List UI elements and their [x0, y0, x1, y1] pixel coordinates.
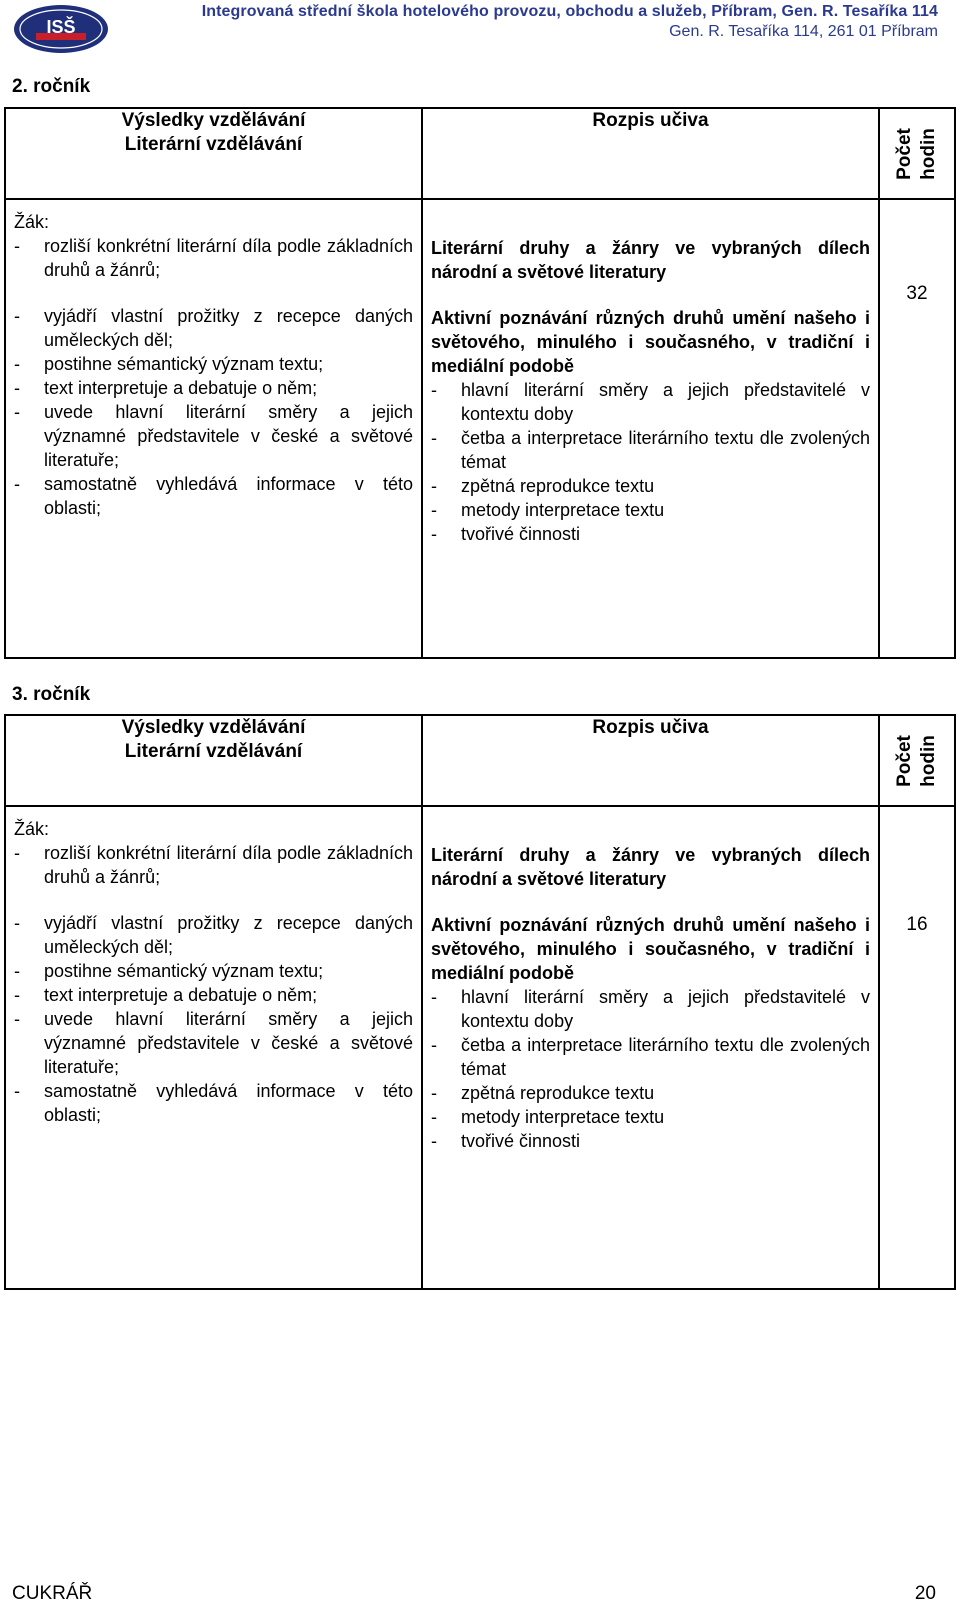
syllabus-topic: Literární druhy a žánry ve vybraných dílech národní a světové literatury	[431, 845, 870, 889]
list-item	[14, 400, 413, 472]
column-header-syllabus: Rozpis učiva	[422, 108, 879, 199]
syllabus-topic: Literární druhy a žánry ve vybraných dílech národní a světové literatury	[431, 238, 870, 282]
list-item-text: text interpretuje a debatuje o něm;	[44, 378, 318, 398]
list-item	[14, 376, 413, 400]
column-header-hours-label	[893, 735, 941, 787]
syllabus-cell	[422, 806, 879, 1289]
list-item-text: rozliší konkrétní literární díla podle základních druhů a žánrů;	[44, 236, 413, 280]
list-item	[14, 472, 413, 520]
year-heading: 3. ročník	[12, 684, 91, 705]
column-header-text: Výsledky vzdělávání	[121, 717, 306, 738]
bullet: -	[14, 402, 20, 422]
column-header-hours	[879, 108, 955, 199]
bullet: -	[14, 843, 20, 863]
list-item	[14, 959, 413, 983]
page-number: 20	[914, 1583, 936, 1604]
syllabus-topic: Aktivní poznávání různých druhů umění našeho i světového, minulého i současného, v tradiční i mediální podobě	[431, 915, 870, 983]
list-item	[431, 1105, 870, 1129]
column-header-text: Počet	[894, 127, 915, 180]
hours-cell: 32	[879, 199, 955, 658]
list-item	[431, 1081, 870, 1105]
bullet: -	[14, 1009, 20, 1029]
table-row	[5, 199, 955, 658]
list-item-text: tvořivé činnosti	[461, 1131, 581, 1151]
school-name: Integrovaná střední škola hotelového provozu, obchodu a služeb, Příbram, Gen. R. Tesaříka 114	[201, 3, 938, 20]
list-item	[14, 841, 413, 889]
bullet: -	[431, 380, 437, 400]
bullet: -	[14, 354, 20, 374]
list-item-text: samostatně vyhledává informace v této oblasti;	[44, 474, 413, 518]
list-item-text: uvede hlavní literární směry a jejich významné představitele v české a světové literatuře;	[44, 1009, 413, 1077]
list-item	[14, 983, 413, 1007]
bullet: -	[431, 1035, 437, 1055]
table-header-row	[5, 108, 955, 199]
list-item-text: rozliší konkrétní literární díla podle základních druhů a žánrů;	[44, 843, 413, 887]
bullet: -	[14, 474, 20, 494]
list-item-text: četba a interpretace literárního textu dle zvolených témat	[461, 1035, 870, 1079]
list-item-text: vyjádří vlastní prožitky z recepce daných uměleckých děl;	[44, 913, 413, 957]
bullet: -	[431, 524, 437, 544]
list-item	[431, 426, 870, 474]
column-header-hours-label	[893, 128, 941, 180]
student-label: Žák:	[14, 212, 50, 232]
list-item	[431, 1033, 870, 1081]
bullet: -	[431, 1131, 437, 1151]
bullet: -	[14, 961, 20, 981]
page-header	[0, 0, 960, 60]
column-header-text: Počet	[894, 734, 915, 787]
bullet: -	[431, 1083, 437, 1103]
list-item	[14, 352, 413, 376]
table-row	[5, 806, 955, 1289]
syllabus-cell	[422, 199, 879, 658]
curriculum-table	[4, 714, 956, 1290]
list-item	[431, 498, 870, 522]
year-heading: 2. ročník	[12, 76, 91, 97]
bullet: -	[14, 985, 20, 1005]
list-item-text: četba a interpretace literárního textu dle zvolených témat	[461, 428, 870, 472]
bullet: -	[14, 236, 20, 256]
table-header-row	[5, 715, 955, 806]
bullet: -	[431, 500, 437, 520]
list-item	[431, 474, 870, 498]
column-header-hours	[879, 715, 955, 806]
bullet: -	[14, 913, 20, 933]
list-item-text: hlavní literární směry a jejich představitelé v kontextu doby	[461, 380, 870, 424]
footer-program: CUKRÁŘ	[12, 1583, 93, 1604]
list-item	[14, 1079, 413, 1127]
list-item-text: metody interpretace textu	[461, 1107, 665, 1127]
list-item	[14, 911, 413, 959]
list-item	[431, 1129, 870, 1153]
list-item-text: tvořivé činnosti	[461, 524, 581, 544]
list-item-text: hlavní literární směry a jejich představitelé v kontextu doby	[461, 987, 870, 1031]
list-item	[14, 234, 413, 282]
list-item	[431, 378, 870, 426]
outcomes-cell	[5, 806, 422, 1289]
bullet: -	[14, 1081, 20, 1101]
list-item-text: samostatně vyhledává informace v této oblasti;	[44, 1081, 413, 1125]
bullet: -	[431, 1107, 437, 1127]
hours-cell: 16	[879, 806, 955, 1289]
list-item	[431, 522, 870, 546]
bullet: -	[431, 476, 437, 496]
list-item	[14, 304, 413, 352]
list-item-text: metody interpretace textu	[461, 500, 665, 520]
list-item-text: postihne sémantický význam textu;	[44, 961, 324, 981]
column-header-text: hodin	[918, 127, 939, 180]
school-address: Gen. R. Tesaříka 114, 261 01 Příbram	[669, 23, 938, 40]
column-header-outcomes	[5, 108, 422, 199]
column-header-text: Literární vzdělávání	[124, 741, 303, 762]
column-header-text: Literární vzdělávání	[124, 134, 303, 155]
list-item-text: zpětná reprodukce textu	[461, 1083, 655, 1103]
list-item-text: zpětná reprodukce textu	[461, 476, 655, 496]
column-header-text: hodin	[918, 734, 939, 787]
list-item-text: text interpretuje a debatuje o něm;	[44, 985, 318, 1005]
list-item-text: postihne sémantický význam textu;	[44, 354, 324, 374]
outcomes-cell	[5, 199, 422, 658]
bullet: -	[431, 428, 437, 448]
student-label: Žák:	[14, 819, 50, 839]
list-item	[431, 985, 870, 1033]
bullet: -	[431, 987, 437, 1007]
curriculum-table	[4, 107, 956, 659]
column-header-outcomes	[5, 715, 422, 806]
list-item	[14, 1007, 413, 1079]
list-item-text: uvede hlavní literární směry a jejich významné představitele v české a světové literatuře;	[44, 402, 413, 470]
svg-text:ISŠ: ISŠ	[46, 17, 76, 37]
list-item-text: vyjádří vlastní prožitky z recepce daných uměleckých děl;	[44, 306, 413, 350]
school-logo-icon	[12, 3, 110, 55]
bullet: -	[14, 378, 20, 398]
syllabus-topic: Aktivní poznávání různých druhů umění našeho i světového, minulého i současného, v tradiční i mediální podobě	[431, 308, 870, 376]
column-header-text: Výsledky vzdělávání	[121, 110, 306, 131]
bullet: -	[14, 306, 20, 326]
column-header-syllabus: Rozpis učiva	[422, 715, 879, 806]
